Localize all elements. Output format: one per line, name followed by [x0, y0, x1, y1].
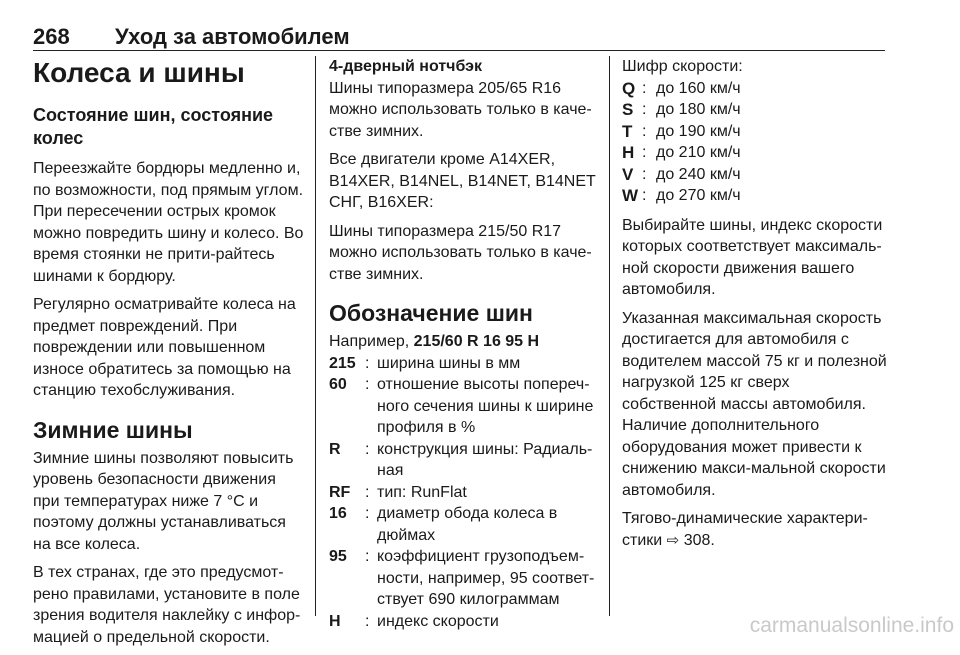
speed-limit: до 210 км/ч: [656, 144, 741, 161]
tyre-designation-heading: Обозначение шин: [329, 300, 533, 326]
designation-code: H: [329, 612, 341, 630]
separator-colon: :: [365, 354, 370, 372]
paragraph: Шины типоразмера 205/65 R16 можно использовать только в каче-стве зимних.: [329, 79, 592, 140]
designation-description: ширина шины в мм: [377, 354, 521, 372]
arrow-ref-icon: ⇨: [666, 531, 680, 549]
designation-code: 95: [329, 548, 347, 565]
example-label: Например,: [329, 333, 410, 350]
section-title: Колеса и шины: [33, 57, 245, 88]
designation-list: [329, 353, 599, 633]
designation-description: диаметр обода колеса в дюймах: [377, 505, 558, 544]
separator-colon: :: [365, 483, 370, 501]
paragraph: Переезжайте бордюры медленно и, по возможности, под прямым углом. При пересечении острых кромок можно повредить шину и колесо. Во время стоянки не прити-райтесь шинами к бордюру.: [33, 160, 304, 285]
speed-code: T: [622, 121, 633, 141]
speed-limit: до 160 км/ч: [656, 79, 741, 97]
separator-colon: :: [365, 440, 370, 458]
designation-description: тип: RunFlat: [377, 483, 467, 501]
speed-limit: до 180 км/ч: [656, 101, 741, 118]
speed-limit: до 240 км/ч: [656, 165, 741, 183]
page-header: [33, 18, 885, 51]
subsection-heading: Состояние шин, состояние колес: [33, 105, 274, 148]
speed-code-list: [622, 78, 887, 207]
column-divider: [609, 56, 610, 616]
separator-colon: :: [642, 122, 647, 140]
separator-colon: :: [365, 612, 370, 630]
separator-colon: :: [642, 101, 647, 118]
designation-description: конструкция шины: Радиаль-ная: [377, 440, 593, 479]
separator-colon: :: [642, 187, 647, 204]
body-type-heading: 4-дверный нотчбэк: [329, 58, 482, 75]
column-2: [329, 56, 599, 632]
paragraph: Указанная максимальная скорость достигается для автомобиля с водителем массой 75 кг и полезной нагрузкой 125 кг сверх собственной массы автомобиля. Наличие дополнительного оборудования может привести к снижению макси-мальной скорости автомобиля.: [622, 309, 887, 499]
separator-colon: :: [642, 165, 647, 183]
speed-code: W: [622, 186, 639, 205]
paragraph: Зимние шины позволяют повысить уровень безопасности движения при температурах ниже 7 °C и поэтому должны устанавливаться на все колеса.: [33, 449, 294, 553]
speed-limit: до 190 км/ч: [656, 122, 741, 140]
paragraph: В тех странах, где это предусмот-рено правилами, установите в поле зрения водителя наклейку с инфор-мацией о предельной скорости.: [33, 564, 301, 646]
paragraph: Все двигатели кроме A14XER, B14XER, B14NEL, B14NET, B14NET СНГ, B16XER:: [329, 151, 596, 211]
watermark: carmanualsonline.info: [749, 614, 954, 637]
separator-colon: :: [365, 505, 370, 522]
separator-colon: :: [365, 548, 370, 565]
designation-code: RF: [329, 483, 351, 501]
page-number: 268: [33, 24, 70, 49]
paragraph: Шины типоразмера 215/50 R17 можно использовать только в каче-стве зимних.: [329, 222, 592, 283]
speed-code-label: Шифр скорости:: [622, 58, 743, 75]
speed-limit: до 270 км/ч: [656, 187, 741, 204]
paragraph: Выбирайте шины, индекс скорости которых соответствует максималь-ной скорости движения вашего автомобиля.: [622, 216, 883, 298]
column-divider: [315, 56, 316, 616]
speed-code: Q: [622, 78, 636, 98]
winter-tyres-heading: Зимние шины: [33, 416, 193, 443]
reference-page-link[interactable]: 308.: [683, 531, 715, 549]
speed-code: S: [622, 100, 634, 119]
separator-colon: :: [642, 144, 647, 161]
separator-colon: :: [642, 79, 647, 97]
designation-code: 60: [329, 376, 347, 393]
reference-text: Тягово-динамические характери-стики: [622, 510, 868, 549]
designation-code: 215: [329, 354, 356, 372]
speed-code: H: [622, 143, 635, 162]
designation-code: R: [329, 440, 341, 458]
example-line: [329, 331, 599, 353]
paragraph: Регулярно осматривайте колеса на предмет повреждений. При повреждении или повышенном износе обратитесь за помощью на станцию техобслуживания.: [33, 296, 296, 399]
designation-code: 16: [329, 505, 347, 522]
column-1: [33, 56, 305, 655]
running-title: Уход за автомобилем: [115, 24, 350, 49]
designation-description: отношение высоты попереч-ного сечения шины к ширине профиля в %: [377, 376, 594, 436]
separator-colon: :: [365, 376, 370, 393]
designation-description: коэффициент грузоподъем-ности, например, 95 соответ-ствует 690 килограммам: [377, 548, 595, 608]
example-value: 215/60 R 16 95 H: [413, 333, 540, 350]
designation-description: индекс скорости: [377, 612, 499, 630]
paragraph-with-reference: [622, 508, 887, 551]
speed-code: V: [622, 164, 634, 184]
column-3: [622, 56, 887, 558]
